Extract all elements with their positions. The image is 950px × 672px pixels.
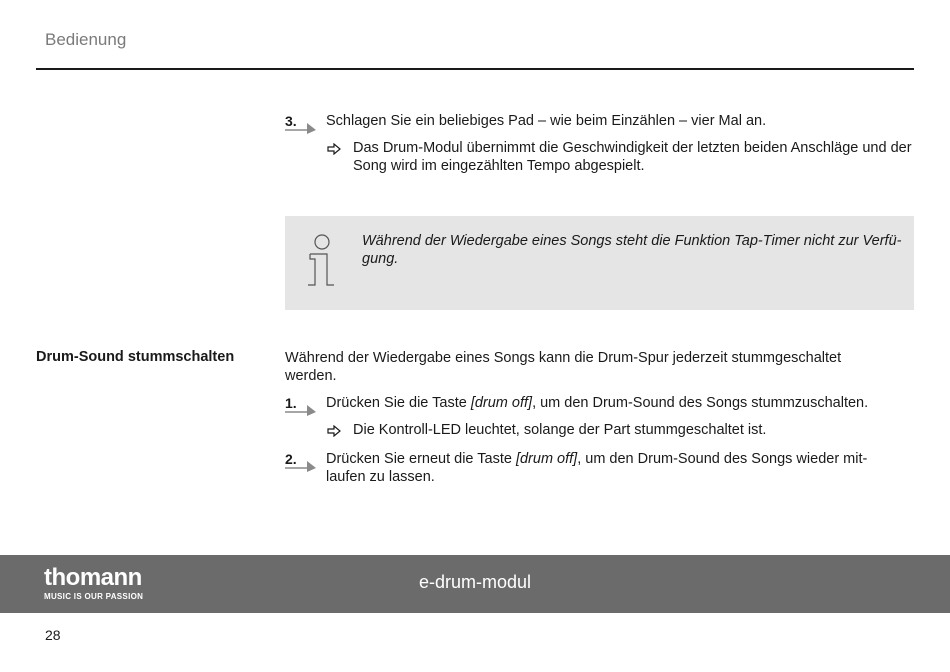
step-text [326,450,896,486]
step-text: Schlagen Sie ein beliebiges Pad – wie beim Einzählen – vier Mal an. [326,113,767,129]
step-text-part: Drücken Sie erneut die Taste [326,451,516,467]
note-box [285,216,914,310]
step-number: 2. [285,451,297,467]
section-heading: Drum-Sound stummschalten [36,349,235,365]
result-arrow-icon [327,425,341,437]
step-result-text: Die Kontroll-LED leuchtet, solange der Part stummgeschaltet ist. [353,422,767,438]
step-text-part: Drücken Sie die Taste [326,395,471,411]
result-arrow-icon [327,143,341,155]
product-name: e-drum-modul [418,572,532,592]
note-text: Während der Wiedergabe eines Songs steht die Funktion Tap-Timer nicht zur Verfü- gung. [362,233,902,267]
step-number: 3. [285,113,297,129]
step-number: 1. [285,395,297,411]
step-text-part: , um den Drum-Sound des Songs wieder mit- laufen zu lassen. [326,451,868,485]
step-arrow-icon [285,120,317,134]
footer-bar [0,555,950,613]
key-label: [drum off] [515,451,578,467]
page-header-title: Bedienung [45,30,127,49]
step-result-text: Das Drum-Modul übernimmt die Geschwindigkeit der letzten beiden Anschläge und der Song wird im eingezählten Tempo abgespielt. [353,140,912,174]
info-icon [307,234,337,288]
step-text-part: , um den Drum-Sound des Songs stummzuschalten. [532,395,869,411]
logo-tagline: MUSIC IS OUR PASSION [44,592,144,601]
logo-wordmark: thomann [44,564,142,591]
step-arrow-icon [285,402,317,416]
page-number: 28 [45,627,61,643]
key-label: [drum off] [470,395,533,411]
section-intro: Während der Wiedergabe eines Songs kann die Drum-Spur jederzeit stummgeschaltet werden. [285,350,842,384]
header-divider [36,68,914,70]
step-arrow-icon [285,458,317,472]
step-text [326,394,914,412]
